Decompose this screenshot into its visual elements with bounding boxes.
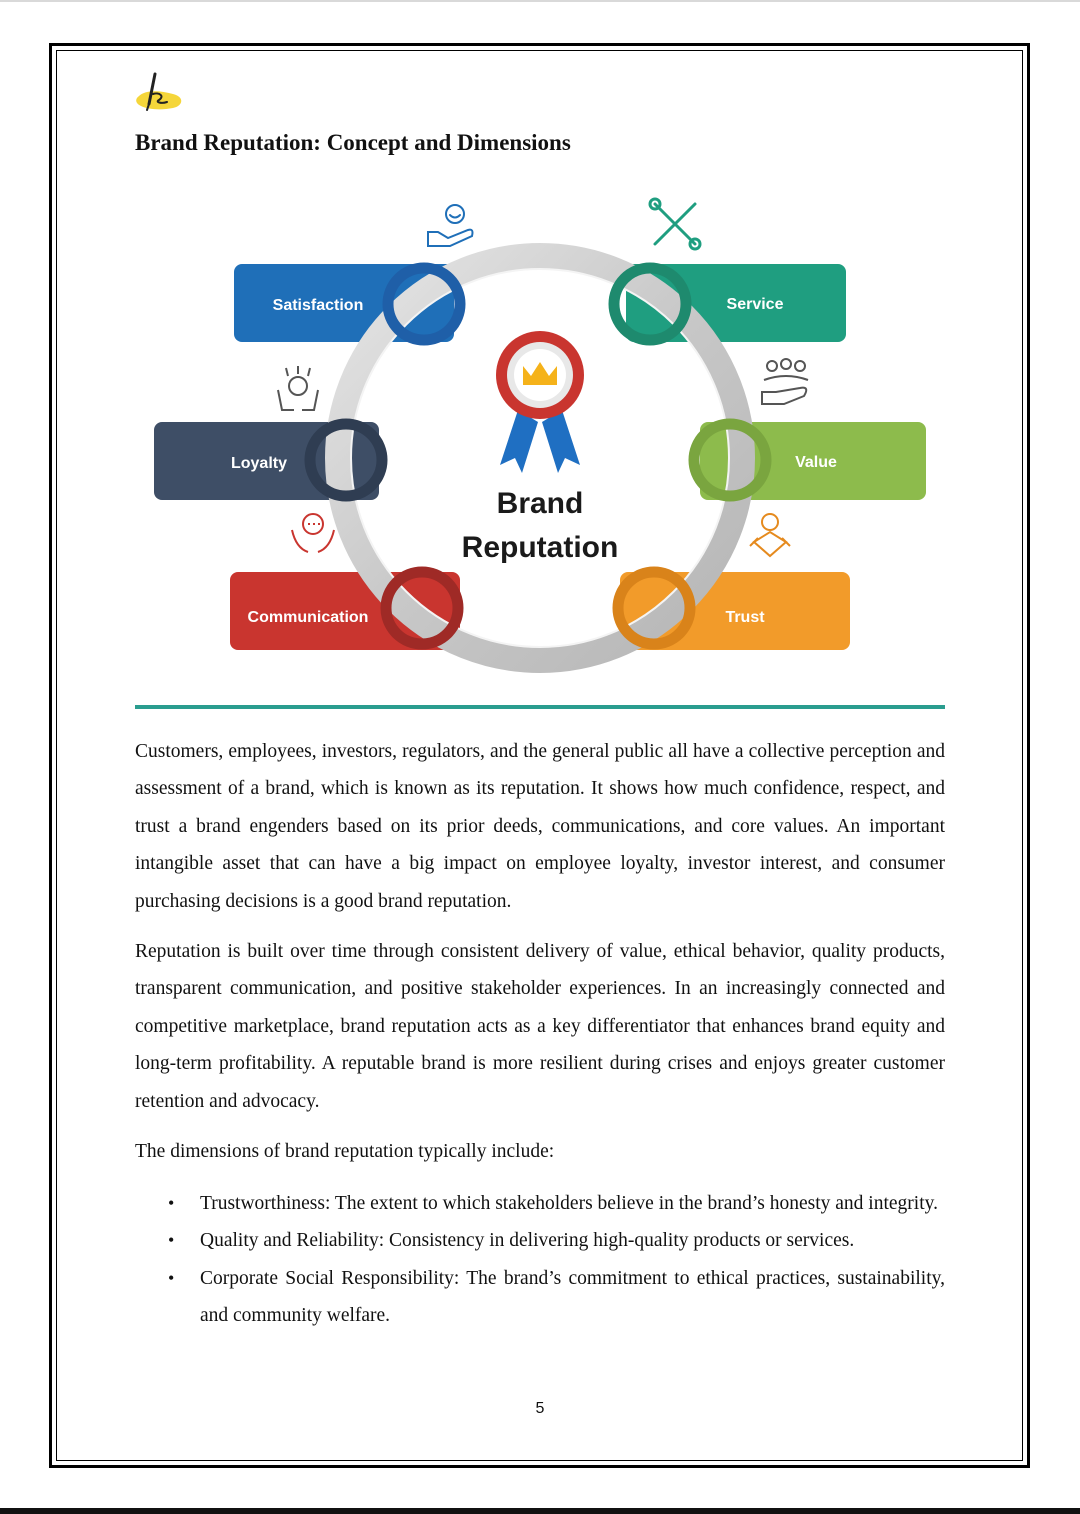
team-hand-icon: [762, 359, 808, 404]
tools-wrench-icon: [650, 199, 700, 249]
center-title-line2: Reputation: [461, 531, 619, 564]
brand-reputation-diagram: [150, 190, 930, 690]
page-edge-bottom: [0, 1508, 1080, 1514]
list-item: • Corporate Social Responsibility: The brand’s commitment to ethical practices, sustainability, and community welfare.: [200, 1260, 945, 1335]
pen-writing-icon: [133, 66, 189, 116]
satisfaction-label: Satisfaction: [272, 297, 364, 314]
list-item: • Quality and Reliability: Consistency in delivering high-quality products or services.: [200, 1222, 945, 1259]
paragraph-reputation-definition: Customers, employees, investors, regulators, and the general public all have a collective perception and assessment of a brand, which is known as its reputation. It shows how much confidence, respect, and trust a brand engenders based on its prior deeds, communications, and core values. An important intangible asset that can have a big impact on employee loyalty, investor interest, and consumer purchasing decisions is a good brand reputation.: [135, 741, 945, 912]
dimensions-list: [200, 1185, 945, 1335]
award-ribbon-icon: [496, 331, 584, 473]
dimensions-intro: The dimensions of brand reputation typically include:: [135, 1141, 555, 1162]
communication-label: Communication: [247, 609, 369, 626]
section-divider: [135, 705, 945, 709]
support-hands-icon: [292, 514, 334, 552]
trust-label: Trust: [725, 609, 765, 626]
value-label: Value: [795, 454, 837, 471]
page-heading: Brand Reputation: Concept and Dimensions: [135, 130, 571, 155]
center-title-line1: Brand: [496, 487, 584, 520]
paragraph-reputation-building: Reputation is built over time through consistent delivery of value, ethical behavior, quality products, transparent communication, and positive stakeholder experiences. In an increasingly connected and competitive marketplace, brand reputation acts as a key differentiator that enhances brand equity and long-term profitability. A reputable brand is more resilient during crises and enjoys greater customer retention and advocacy.: [135, 941, 945, 1112]
service-label: Service: [726, 296, 784, 313]
loyalty-label: Loyalty: [230, 455, 288, 472]
page-edge-top: [0, 0, 1080, 2]
hand-smiley-icon: [428, 205, 473, 246]
page-number: 5: [535, 1400, 545, 1417]
list-item: • Trustworthiness: The extent to which stakeholders believe in the brand’s honesty and integrity.: [200, 1185, 945, 1222]
customer-care-icon: [278, 366, 318, 410]
trust-handshake-icon: [750, 514, 790, 556]
